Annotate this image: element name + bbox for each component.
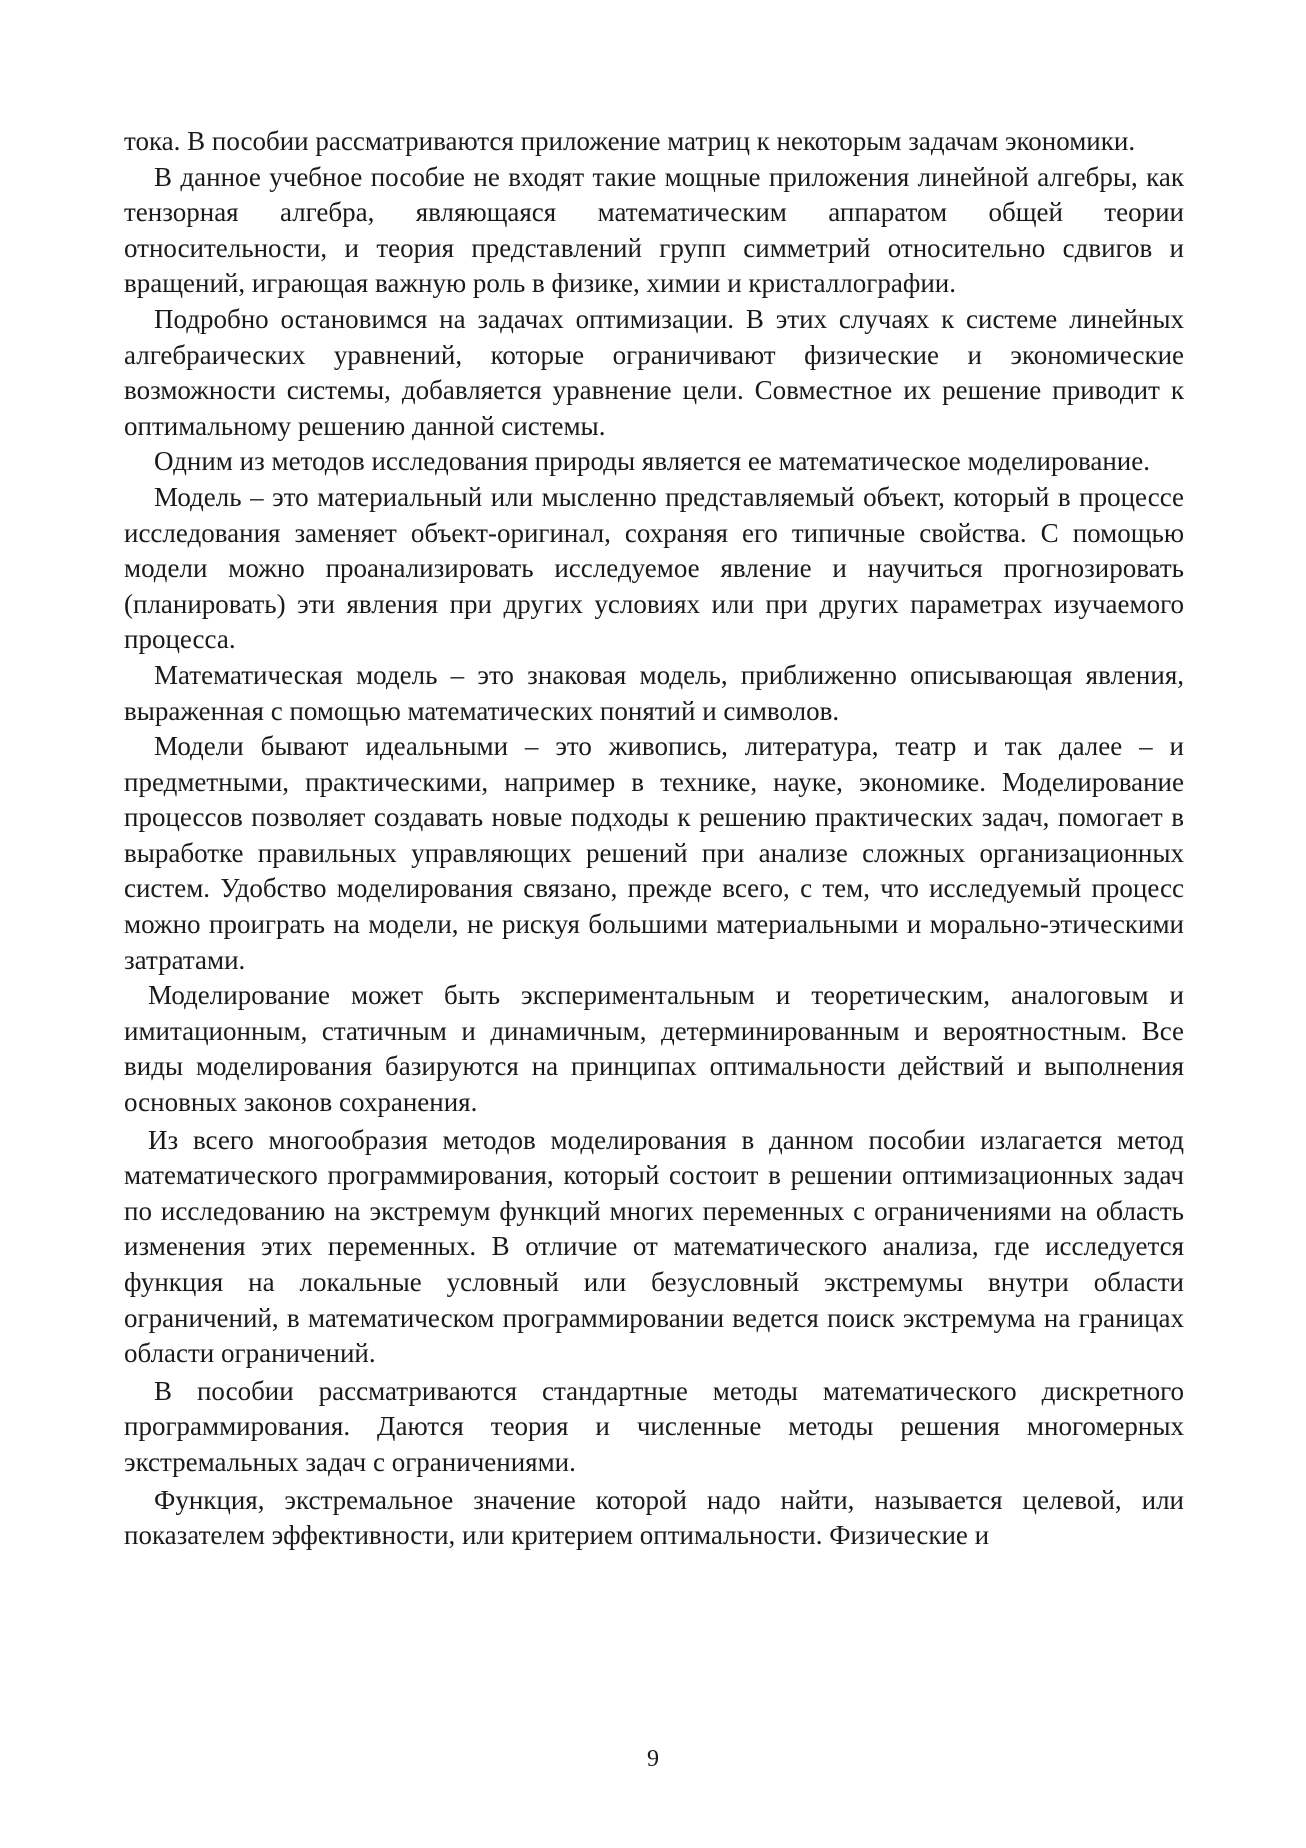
paragraph: В пособии рассматриваются стандартные методы математического дискретного программирования. Даются теория и численные методы решения многомерных экстремальных задач с ограничениями. (124, 1375, 1184, 1477)
paragraph: Математическая модель – это знаковая модель, приближенно описывающая явления, выраженная с помощью математических понятий и символов. (124, 659, 1184, 726)
paragraph: Функция, экстремальное значение которой надо найти, называется целевой, или показателем эффективности, или критерием оптимальности. Физические и (124, 1484, 1184, 1551)
paragraph-continuation: тока. В пособии рассматриваются приложение матриц к некоторым задачам экономики. (124, 126, 1136, 156)
body-text (124, 124, 1184, 1554)
paragraph: Одним из методов исследования природы является ее математическое моделирование. (154, 446, 1150, 477)
paragraph: Из всего многообразия методов моделирования в данном пособии излагается метод математического программирования, который состоит в решении оптимизационных задач по исследованию на экстремум функций многих переменных с ограничениями на область изменения этих переменных. В отличие от математического анализа, где исследуется функция на локальные условный или безусловный экстремумы внутри области ограничений, в математическом программировании ведется поиск экстремума на границах области ограничений. (124, 1124, 1184, 1369)
paragraph: Модель – это материальный или мысленно представляемый объект, который в процессе исследования заменяет объект-оригинал, сохраняя его типичные свойства. С помощью модели можно проанализировать исследуемое явление и научиться прогнозировать (планировать) эти явления при других условиях или при других параметрах изучаемого процесса. (124, 481, 1184, 655)
paragraph: В данное учебное пособие не входят такие мощные приложения линейной алгебры, как тензорная алгебра, являющаяся математическим аппаратом общей теории относительности, и теория представлений групп симметрий относительно сдвигов и вращений, играющая важную роль в физике, химии и кристаллографии. (124, 161, 1184, 299)
page-number: 9 (647, 1746, 659, 1772)
paragraph: Модели бывают идеальными – это живопись, литература, театр и так далее – и предметными, практическими, например в технике, науке, экономике. Моделирование процессов позволяет создавать новые подходы к решению практических задач, помогает в выработке правильных управляющих решений при анализе сложных организационных систем. Удобство моделирования связано, прежде всего, с тем, что исследуемый процесс можно проиграть на модели, не рискуя большими материальными и морально-этическими затратами. (124, 731, 1184, 975)
paragraph: Моделирование может быть экспериментальным и теоретическим, аналоговым и имитационным, статичным и динамичным, детерминированным и вероятностным. Все виды моделирования базируются на принципах оптимальности действий и выполнения основных законов сохранения. (124, 980, 1184, 1118)
paragraph: Подробно остановимся на задачах оптимизации. В этих случаях к системе линейных алгебраических уравнений, которые ограничивают физические и экономические возможности системы, добавляется уравнение цели. Совместное их решение приводит к оптимальному решению данной системы. (124, 303, 1184, 441)
